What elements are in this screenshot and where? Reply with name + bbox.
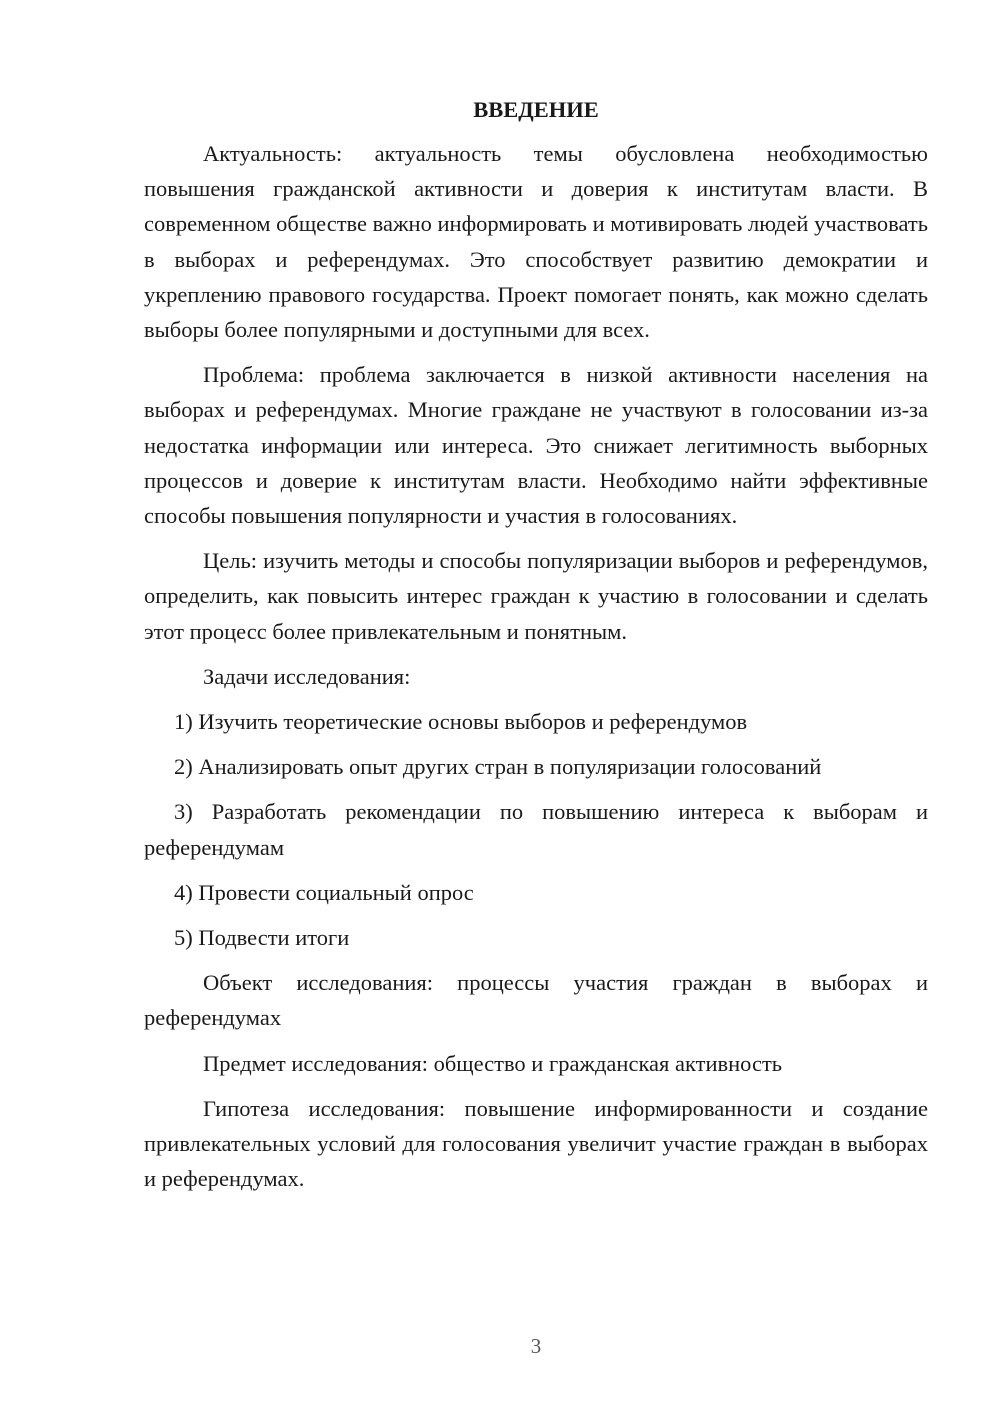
paragraph-goal: Цель: изучить методы и способы популяризации выборов и референдумов, определить, как повысить интерес граждан к участию в голосовании и сделать этот процесс более привлекательным и понятным. [144, 548, 928, 644]
list-item: 2) Анализировать опыт других стран в популяризации голосований [174, 754, 822, 780]
list-item: 4) Провести социальный опрос [174, 879, 474, 905]
paragraph-object: Объект исследования: процессы участия граждан в выборах и референдумах [144, 970, 928, 1031]
tasks-list [144, 704, 928, 955]
page-number: 3 [530, 1334, 542, 1358]
paragraph-relevance: Актуальность: актуальность темы обусловлена необходимостью повышения гражданской активности и доверия к институтам власти. В современном обществе важно информировать и мотивировать людей участвовать в выборах и референдумах. Это способствует развитию демократии и укреплению правового государства. Проект помогает понять, как можно сделать выборы более популярными и доступными для всех. [144, 141, 928, 343]
page-title: ВВЕДЕНИЕ [473, 97, 599, 122]
paragraph-problem: Проблема: проблема заключается в низкой активности населения на выборах и референдумах. Многие граждане не участвуют в голосовании из-за недостатка информации или интереса. Это снижает легитимность выборных процессов и доверие к институтам власти. Необходимо найти эффективные способы повышения популярности и участия в голосованиях. [144, 362, 928, 529]
list-item: 5) Подвести итоги [174, 925, 350, 951]
paragraph-subject: Предмет исследования: общество и гражданская активность [203, 1050, 783, 1076]
paragraph-hypothesis: Гипотеза исследования: повышение информированности и создание привлекательных условий для голосования увеличит участие граждан в выборах и референдумах. [144, 1095, 928, 1192]
document-page [144, 95, 928, 1206]
tasks-heading: Задачи исследования: [203, 663, 411, 689]
list-item: 3) Разработать рекомендации по повышению интереса к выборам и референдумам [144, 799, 928, 860]
list-item: 1) Изучить теоретические основы выборов и референдумов [174, 709, 748, 735]
